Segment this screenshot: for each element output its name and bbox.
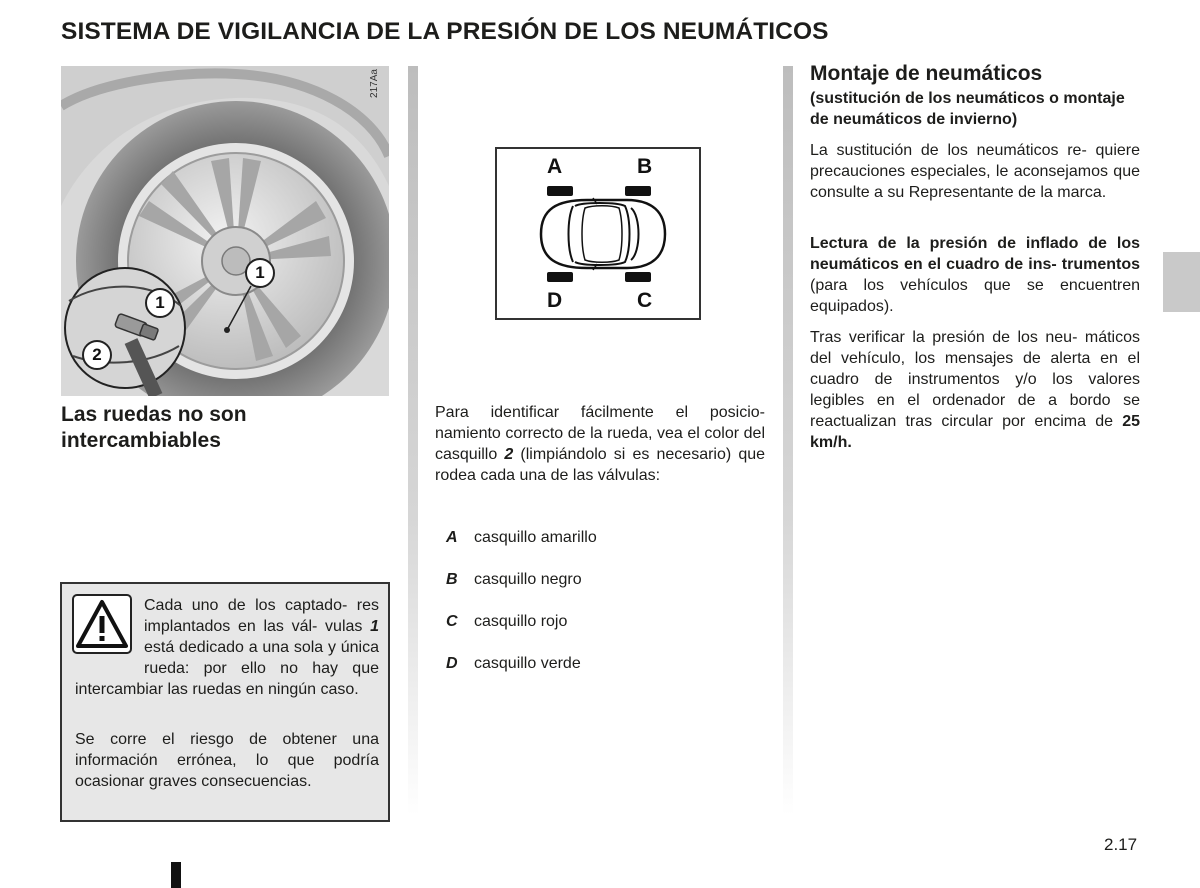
identification-paragraph: Para identificar fácilmente el posicio- namiento correcto de la rueda, vea el color del casquillo 2 (limpiándolo si es necesario) que rodea cada una de las válvulas:: [435, 404, 766, 484]
legend-item-c: C casquillo rojo: [446, 613, 568, 630]
figure-code: 217Aa: [368, 69, 380, 98]
page-number: 2.17: [1104, 835, 1138, 854]
warning-box: [60, 582, 390, 822]
wheel-illustration: [61, 66, 389, 396]
car-top-view-icon: [527, 184, 672, 284]
position-label-c: C: [637, 289, 653, 312]
valve-callout: 1: [245, 258, 275, 288]
chapter-tab-marker: [1163, 252, 1200, 312]
pressure-update-paragraph: Tras verificar la presión de los neu- máticos del vehículo, los mensajes de alerta en el cuadro de instrumentos y/o los valores legibles en el ordenador de a bordo se reactualizan tras circular por encima de 25 km/h.: [810, 329, 1140, 451]
warning-text: Cada uno de los captado- res implantados en las vál- vulas 1 está dedicado a una sola y única rueda: por ello no hay que intercambiar las ruedas en ningún caso.: [75, 597, 379, 698]
position-label-d: D: [547, 289, 563, 312]
tyre-fitting-subheading: (sustitución de los neumáticos o montaje de neumáticos de invierno): [810, 90, 1125, 128]
warning-consequence-text: Se corre el riesgo de obtener una información errónea, lo que podría ocasionar graves consecuencias.: [75, 731, 379, 790]
legend-item-a: A casquillo amarillo: [446, 529, 597, 546]
column-divider: [783, 66, 793, 816]
page-edge-marker: [171, 862, 181, 888]
tyre-fitting-heading: Montaje de neumáticos: [810, 62, 1043, 85]
section-heading: Las ruedas no son intercambiables: [61, 403, 247, 452]
cap-zoom-callout: 2: [82, 340, 112, 370]
position-label-b: B: [637, 155, 653, 178]
position-label-a: A: [547, 155, 563, 178]
valve-zoom-callout: 1: [145, 288, 175, 318]
legend-item-b: B casquillo negro: [446, 571, 582, 588]
tyre-replacement-paragraph: La sustitución de los neumáticos re- quiere precauciones especiales, le aconsejamos que consulte a su Representante de la marca.: [810, 142, 1140, 201]
column-divider: [408, 66, 418, 816]
legend-item-d: D casquillo verde: [446, 655, 581, 672]
page-title: SISTEMA DE VIGILANCIA DE LA PRESIÓN DE LOS NEUMÁTICOS: [61, 18, 829, 45]
wheel-position-diagram: [495, 147, 701, 320]
wheel-valve-photo: [61, 66, 389, 396]
dashboard-reading-paragraph: Lectura de la presión de inflado de los neumáticos en el cuadro de ins- trumentos (para los vehículos que se encuentren equipados).: [810, 235, 1140, 315]
